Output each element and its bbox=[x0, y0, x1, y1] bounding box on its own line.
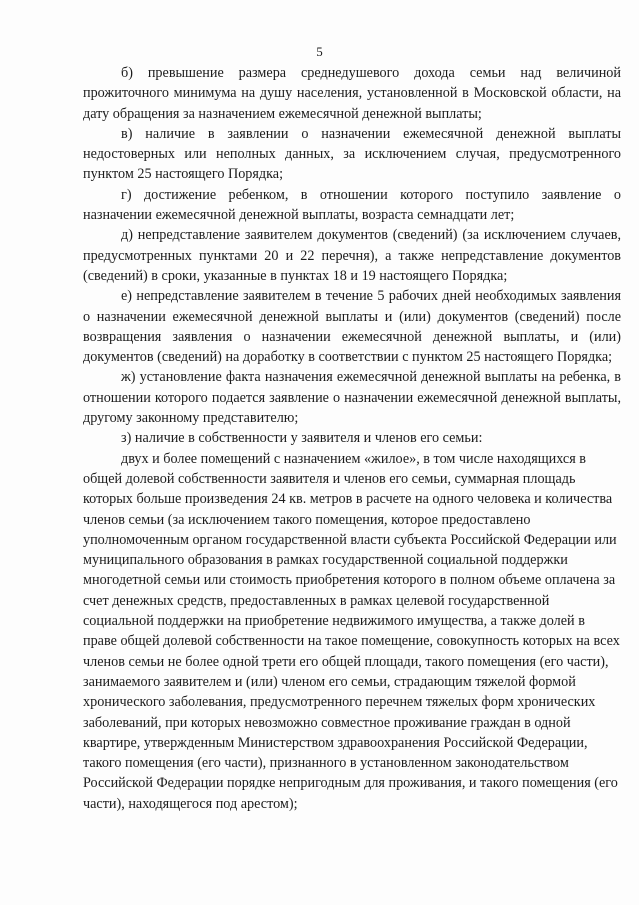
paragraph-e: е) непредставление заявителем в течение 5 рабочих дней необходимых заявления о назначении ежемесячной денежной выплаты и (или) документов (сведений) после возвращения заявления о назначении ежемесячной денежной выплаты, и (или) документов (сведений) на доработку в соответствии с пунктом 25 настоящего Порядка; bbox=[83, 288, 621, 366]
paragraph-g: г) достижение ребенком, в отношении которого поступило заявление о назначении ежемесячной денежной выплаты, возраста семнадцати лет; bbox=[83, 186, 621, 224]
paragraph-zh: ж) установление факта назначения ежемесячной денежной выплаты на ребенка, в отношении которого подается заявление о назначении ежемесячной денежной выплаты, другому законному представителю; bbox=[83, 369, 621, 427]
paragraph-d: д) непредставление заявителем документов (сведений) (за исключением случаев, предусмотренных пунктами 20 и 22 перечня), а также непредставление документов (сведений) в сроки, указанные в пунктах 18 и 19 настоящего Порядка; bbox=[83, 227, 621, 284]
paragraph-v: в) наличие в заявлении о назначении ежемесячной денежной выплаты недостоверных или неполных данных, за исключением случая, предусмотренного пунктом 25 настоящего Порядка; bbox=[83, 125, 621, 183]
paragraph-z: з) наличие в собственности у заявителя и членов его семьи: bbox=[121, 430, 483, 447]
paragraph-z-housing: двух и более помещений с назначением «жилое», в том числе находящихся в общей долевой собственности заявителя и членов его семьи, суммарная площадь которых больше произведения 24 кв. метров в расчете на одного человека и количества членов семьи (за исключением такого помещения, которое предоставлено уполномоченным органом государственной власти субъекта Российской Федерации или муниципального образования в рамках государственной социальной поддержки многодетной семьи или стоимость приобретения которого в полном объеме оплачена за счет денежных средств, предоставленных в рамках целевой государственной социальной поддержки на приобретение недвижимого имущества, а также долей в праве общей долевой собственности на такое помещение, совокупность которых на всех членов семьи не более одной трети его общей площади, такого помещения (его части), занимаемого заявителем и (или) членом его семьи, страдающим тяжелой формой хронического заболевания, предусмотренного перечнем тяжелых форм хронических заболеваний, при которых невозможно совместное проживание граждан в одной квартире, утвержденным Министерством здравоохранения Российской Федерации, такого помещения (его части), признанного в установленном законодательством Российской Федерации порядке непригодным для проживания, и такого помещения (его части), находящегося под арестом); bbox=[83, 450, 620, 812]
page-number: 5 bbox=[316, 44, 323, 59]
paragraph-b: б) превышение размера среднедушевого дохода семьи над величиной прожиточного минимума на душу населения, установленной в Московской области, на дату обращения за назначением ежемесячной денежной выплаты; bbox=[83, 65, 621, 122]
document-body bbox=[83, 63, 621, 814]
